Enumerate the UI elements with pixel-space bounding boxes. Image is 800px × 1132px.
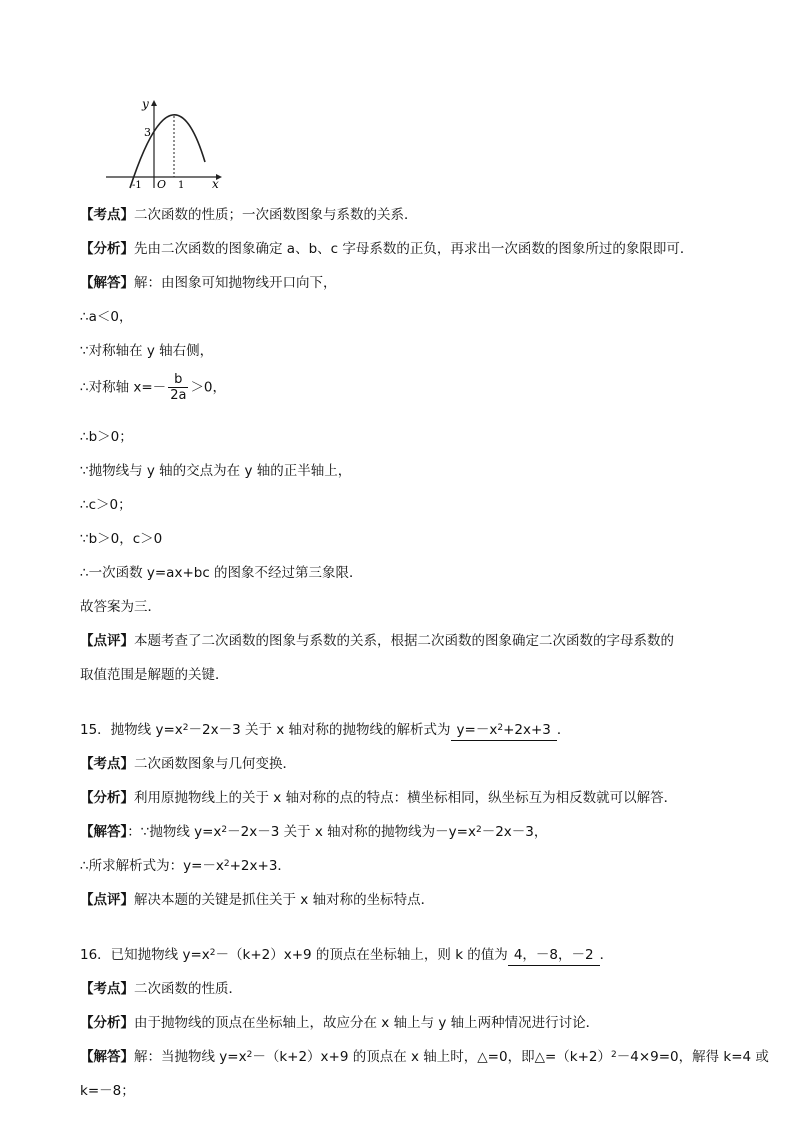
q16-jieda: 【解答】解：当抛物线 $y=x^2-(k+2)x+9$ 的顶点在 x 轴上时，△=0，即$\triangle=(k+2)^2-4\times 9=0$，解得 k=4 或: [80, 1049, 769, 1065]
parabola-graph: [100, 96, 230, 190]
q14-step-6: ∴c＞0；: [80, 497, 132, 513]
q16-answer: 4，－8，－2: [508, 945, 600, 966]
tick-label-3: 3: [144, 126, 151, 139]
q14-dianping-cont: 取值范围是解题的关键．: [80, 667, 229, 683]
q16-stem: 16．已知抛物线 $y=x^2-(k+2)x+9$ 的顶点在坐标轴上，则 k 的值为 4，－8，－2 ．: [80, 945, 613, 966]
q16-step-1: k=－8；: [80, 1083, 135, 1099]
q15-kaodian: 【考点】二次函数图象与几何变换．: [80, 756, 296, 772]
q14-step-2: ∵对称轴在 y 轴右侧，: [80, 343, 214, 359]
tick-label-1: 1: [178, 180, 185, 190]
q15-dianping: 【点评】解决本题的关键是抓住关于 x 轴对称的坐标特点．: [80, 892, 435, 908]
kaodian-tag: 【考点】: [80, 207, 134, 223]
q14-step-4: ∴b＞0；: [80, 429, 133, 445]
q14-step-7: ∵b＞0，c＞0: [80, 531, 163, 547]
x-axis-label: x: [212, 177, 219, 190]
q14-step-5: ∵抛物线与 y 轴的交点为在 y 轴的正半轴上，: [80, 463, 352, 479]
q14-step-1: ∴a＜0，: [80, 309, 133, 325]
q14-kaodian: 【考点】二次函数的性质；一次函数图象与系数的关系．: [80, 207, 418, 223]
q15-step-1: ∴所求解析式为：$y=-x^2+2x+3$．: [80, 858, 291, 874]
q14-step-3: ∴对称轴 x=－ $\frac{b}{2a}$ ＞0，: [80, 372, 227, 403]
dianping-tag: 【点评】: [80, 633, 134, 649]
q14-dianping: 【点评】本题考查了二次函数的图象与系数的关系，根据二次函数的图象确定二次函数的字母系数的: [80, 633, 674, 649]
fenxi-tag: 【分析】: [80, 241, 134, 257]
y-axis-label: y: [142, 97, 149, 111]
q14-step-9: 故答案为三．: [80, 599, 161, 615]
q16-kaodian: 【考点】二次函数的性质．: [80, 981, 242, 997]
q14-fenxi: 【分析】先由二次函数的图象确定 a、b、c 字母系数的正负，再求出一次函数的图象所过的象限即可．: [80, 241, 694, 257]
tick-label-neg1: -1: [132, 180, 142, 190]
jieda-tag: 【解答】: [80, 275, 134, 291]
q14-jieda: 【解答】解：由图象可知抛物线开口向下，: [80, 275, 337, 291]
q15-answer: $y=-x^2+2x+3$: [451, 720, 557, 741]
q15-fenxi: 【分析】利用原抛物线上的关于 x 轴对称的点的特点：横坐标相同，纵坐标互为相反数就可以解答．: [80, 790, 678, 806]
q15-stem: 15．抛物线 $y=x^2-2x-3$ 关于 x 轴对称的抛物线的解析式为 $y=-x^2+2x+3$ ．: [80, 720, 570, 741]
y-axis: [151, 100, 157, 188]
origin-label: O: [157, 178, 167, 190]
q16-fenxi: 【分析】由于抛物线的顶点在坐标轴上，故应分在 x 轴上与 y 轴上两种情况进行讨论．: [80, 1015, 600, 1031]
q15-jieda: 【解答】：∵抛物线 $y=x^2-2x-3$ 关于 x 轴对称的抛物线为$-y=x^2-2x-3$，: [80, 824, 548, 840]
fraction-b-over-2a: $\frac{b}{2a}$: [170, 372, 187, 403]
q14-step-8: ∴一次函数 y=ax+bc 的图象不经过第三象限．: [80, 565, 363, 581]
